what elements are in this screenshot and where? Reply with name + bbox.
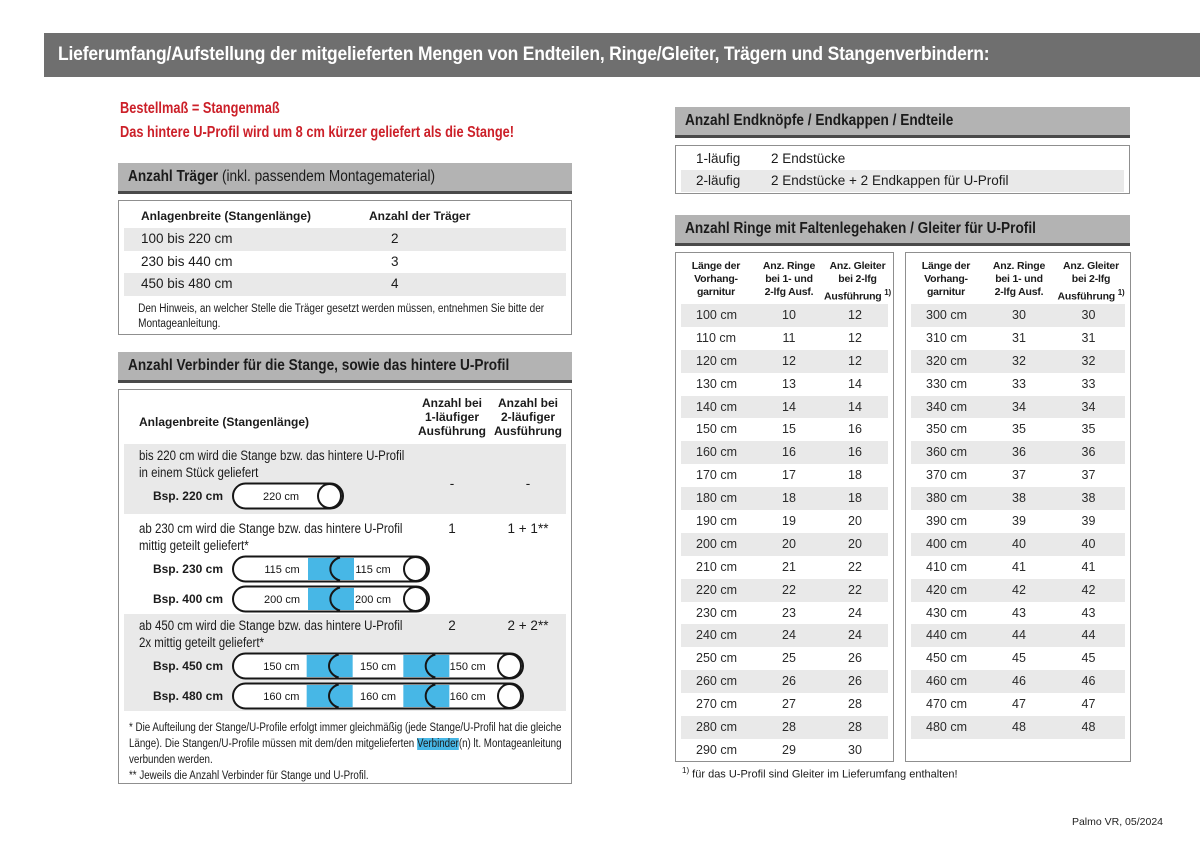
cell: 18 [848,468,862,483]
cell: 210 cm [696,559,737,574]
table-row [124,273,566,296]
section-header-endteile [675,107,1130,138]
ringe-table-body [906,304,1130,739]
cell: 310 cm [926,330,967,345]
count-2laufig: 2 + 2** [507,618,549,633]
cell: 31 [1081,330,1096,345]
table-row [911,510,1125,533]
rod-example-label: Bsp. 480 cm [152,689,223,703]
cell: 290 cm [696,742,737,757]
cell: 39 [1081,514,1096,529]
cell: 470 cm [926,697,967,712]
cell: 12 [782,353,796,368]
table-row [911,693,1125,716]
traeger-table [118,200,572,335]
rod-diagram [231,681,525,711]
ringe-table-body [676,304,893,762]
table-row [911,418,1125,441]
cell: 480 cm [926,720,967,735]
segment-length-label: 200 cm [354,594,392,606]
column-header: Anlagenbreite (Stangenlänge) [139,415,310,429]
table-row [681,148,1124,170]
page-title: Lieferumfang/Aufstellung der mitgelieferten Mengen von Endteilen, Ringe/Gleiter, Trägern und Stangenverbindern: [58,44,990,65]
cell: 380 cm [926,491,967,506]
cell: 37 [1012,468,1026,483]
cell: 24 [848,605,862,620]
cell: 300 cm [926,308,967,322]
column-header: Anz. Ringe bei 1- und 2-lfg Ausf. [762,260,816,298]
table-row [681,693,888,716]
cell: 170 cm [696,468,737,483]
cell: 2 Endstücke + 2 Endkappen für U-Profil [771,173,1009,188]
cell: 26 [848,651,862,666]
segment-length-label: 115 cm [264,564,300,576]
rod-diagram [231,651,525,681]
table-row [124,228,566,251]
cell: 390 cm [926,514,967,529]
cell: 43 [1012,605,1026,620]
table-row [681,647,888,670]
cell: 280 cm [696,720,737,735]
segment-length-label: 150 cm [359,661,397,673]
segment-length-label: 160 cm [359,691,397,703]
cell: 34 [1012,399,1026,414]
traeger-note: Den Hinweis, an welcher Stelle die Träger gesetzt werden müssen, entnehmen Sie bitte der Montageanleitung. [138,302,545,330]
table-row [681,556,888,579]
table-row [681,304,888,327]
column-header: Anzahl bei 2-läufiger Ausführung [494,396,562,438]
cell: 42 [1012,582,1026,597]
cell: 270 cm [696,697,737,712]
section-title: Anzahl Endknöpfe / Endkappen / Endteile [685,112,954,129]
cell: 38 [1012,491,1026,506]
cell: 26 [848,674,862,689]
cell: 13 [782,376,796,391]
table-row [911,327,1125,350]
cell: 2 Endstücke [771,151,846,166]
table-row [681,624,888,647]
table-row [681,373,888,396]
table-row [911,464,1125,487]
ringe-table-header [906,253,1130,304]
section-subtitle: (inkl. passendem Montagematerial) [218,168,436,185]
cell: 24 [848,628,862,643]
ringe-table-left [675,252,894,762]
verbinder-row [124,444,566,514]
table-row [911,579,1125,602]
cell: 320 cm [926,353,967,368]
cell: 40 [1081,536,1096,551]
cell: 360 cm [926,445,967,460]
cell: 32 [1081,353,1096,368]
segment-length-label: 115 cm [355,564,391,576]
table-row [124,251,566,274]
cell: 38 [1081,491,1096,506]
gleiter-footnote: $^{1)}$ für das U-Profil sind Gleiter im Lieferumfang enthalten! [682,766,958,781]
rod-diagram [231,481,345,511]
cell: 37 [1081,468,1096,483]
rod-example [124,554,566,584]
traeger-table-body [119,228,571,296]
cell: 30 [848,742,862,757]
cell: 47 [1012,697,1026,712]
column-header: Anzahl bei 1-läufiger Ausführung [418,396,486,438]
table-row [911,533,1125,556]
cell: 10 [782,308,796,322]
cell: 43 [1081,605,1096,620]
cell: 36 [1081,445,1096,460]
cell: 110 cm [696,330,737,345]
cell: 2-läufig [696,173,741,188]
section-header-ringe [675,215,1130,246]
cell: 230 bis 440 cm [141,253,233,269]
traeger-table-header [119,201,571,228]
cell: 150 cm [696,422,737,437]
column-header: Anlagenbreite (Stangenlänge) [141,209,312,223]
section-header-verbinder [118,352,572,383]
cell: 12 [848,330,862,345]
cell: 14 [848,399,862,414]
table-row [911,602,1125,625]
cell: 47 [1081,697,1096,712]
table-row [911,441,1125,464]
cell: 28 [782,720,796,735]
notice-line: Bestellmaß = Stangenmaß [120,100,280,117]
table-row [911,716,1125,739]
cell: 39 [1012,514,1026,529]
cell: 20 [782,536,796,551]
count-2laufig: - [525,476,531,491]
table-row [681,464,888,487]
rod-example [124,481,566,511]
cell: 44 [1081,628,1096,643]
cell: 14 [848,376,862,391]
cell: 420 cm [926,582,967,597]
cell: 18 [848,491,862,506]
count-1laufig: - [449,476,455,491]
rod-diagram [231,584,431,614]
row-description: bis 220 cm wird die Stange bzw. das hintere U-Profil in einem Stück geliefert [139,448,405,480]
cell: 40 [1012,536,1026,551]
cell: 42 [1081,582,1096,597]
rod-examples [124,554,566,614]
cell: 450 cm [926,651,967,666]
cell: 41 [1012,559,1026,574]
table-row [681,510,888,533]
cell: 410 cm [926,559,967,574]
table-row [911,373,1125,396]
rod-diagram [231,554,431,584]
cell: 460 cm [926,674,967,689]
table-row [681,579,888,602]
document-footer: Palmo VR, 05/2024 [1071,816,1163,828]
cell: 160 cm [696,445,737,460]
cell: 180 cm [696,491,737,506]
cell: 44 [1012,628,1026,643]
cell: 370 cm [926,468,967,483]
cell: 24 [782,628,796,643]
rod-example [124,584,566,614]
column-header: Anz. Gleiter bei 2-lfg Ausführung $^{1)}$ [824,260,891,303]
cell: 100 bis 220 cm [141,231,233,246]
cell: 260 cm [696,674,737,689]
ringe-table-header [676,253,893,304]
table-row [911,624,1125,647]
cell: 22 [848,582,862,597]
cell: 32 [1012,353,1026,368]
segment-length-label: 160 cm [449,691,486,703]
cell: 16 [848,422,862,437]
cell: 16 [848,445,862,460]
table-row [911,304,1125,327]
cell: 3 [391,253,399,269]
cell: 20 [848,514,862,529]
cell: 19 [782,514,796,529]
rod-example-label: Bsp. 220 cm [152,489,223,503]
cell: 230 cm [696,605,737,620]
cell: 140 cm [696,399,737,414]
row-description: ab 230 cm wird die Stange bzw. das hintere U-Profil mittig geteilt geliefert* [139,521,403,553]
cell: 15 [782,422,796,437]
cell: 14 [782,399,796,414]
verbinder-highlight: Verbinder [416,738,459,750]
rod-example-label: Bsp. 230 cm [152,562,223,576]
cell: 200 cm [696,536,737,551]
rod-example-label: Bsp. 450 cm [152,659,223,673]
cell: 12 [848,353,862,368]
table-row [681,327,888,350]
page-title-bar [44,33,1200,77]
notice-line: Das hintere U-Profil wird um 8 cm kürzer geliefert als die Stange! [120,124,515,141]
table-row [681,670,888,693]
table-row [681,739,888,762]
cell: 17 [782,468,796,483]
verbinder-footnotes [129,720,567,784]
cell: 30 [1012,308,1026,322]
table-row [681,441,888,464]
segment-length-label: 160 cm [263,691,300,703]
cell: 120 cm [696,353,737,368]
cell: 2 [391,231,399,246]
table-row [911,487,1125,510]
cell: 240 cm [696,628,737,643]
cell: 35 [1012,422,1026,437]
cell: 22 [782,582,796,597]
cell: 30 [1081,308,1096,322]
section-header-traeger [118,163,572,194]
cell: 46 [1012,674,1026,689]
cell: 33 [1012,376,1026,391]
row-description: ab 450 cm wird die Stange bzw. das hintere U-Profil 2x mittig geteilt geliefert* [139,618,403,650]
count-2laufig: 1 + 1** [507,521,549,536]
cell: 18 [782,491,796,506]
count-1laufig: 2 [448,618,456,633]
cell: 450 bis 480 cm [141,276,233,291]
cell: 20 [848,536,862,551]
cell: 1-läufig [696,151,741,166]
table-row [681,487,888,510]
cell: 400 cm [926,536,967,551]
count-1laufig: 1 [448,521,456,536]
segment-length-label: 220 cm [262,491,300,503]
section-title: Anzahl Träger [128,168,219,185]
endteile-table [675,145,1130,194]
section-title: Anzahl Verbinder für die Stange, sowie das hintere U-Profil [128,357,510,374]
table-row [681,418,888,441]
cell: 250 cm [696,651,737,666]
table-row [681,396,888,419]
column-header: Anz. Ringe bei 1- und 2-lfg Ausf. [992,260,1046,298]
cell: 16 [782,445,796,460]
cell: 34 [1081,399,1096,414]
column-header: Länge der Vorhang- garnitur [921,260,971,298]
verbinder-row [124,614,566,711]
cell: 190 cm [696,514,737,529]
cell: 48 [1081,720,1096,735]
cell: 28 [848,697,862,712]
cell: 31 [1012,330,1026,345]
cell: 33 [1081,376,1096,391]
cell: 28 [848,720,862,735]
cell: 23 [782,605,796,620]
rod-example [124,651,566,681]
rod-example-label: Bsp. 400 cm [152,592,223,606]
cell: 11 [782,330,796,345]
table-row [681,602,888,625]
cell: 45 [1081,651,1096,666]
column-header: Anzahl der Träger [369,209,471,223]
cell: 27 [782,697,796,712]
section-title: Anzahl Ringe mit Faltenlegehaken / Gleiter für U-Profil [685,220,1036,237]
cell: 48 [1012,720,1026,735]
cell: 330 cm [926,376,967,391]
verbinder-row [124,517,566,613]
cell: 46 [1081,674,1096,689]
segment-length-label: 150 cm [449,661,486,673]
cell: 130 cm [696,376,737,391]
cell: 4 [391,276,399,291]
cell: 340 cm [926,399,967,414]
table-row [681,350,888,373]
cell: 22 [848,559,862,574]
cell: 26 [782,674,796,689]
verbinder-table [118,389,572,784]
cell: 25 [782,651,796,666]
table-row [681,170,1124,192]
cell: 100 cm [696,308,737,322]
table-row [911,556,1125,579]
cell: 21 [782,559,796,574]
table-row [681,533,888,556]
footnote: ** Jeweils die Anzahl Verbinder für Stange und U-Profil. [129,770,369,782]
table-row [681,716,888,739]
table-row [911,647,1125,670]
endteile-table-body [676,148,1129,192]
rod-examples [124,651,566,711]
column-header: Länge der Vorhang- garnitur [691,260,741,298]
cell: 41 [1081,559,1096,574]
cell: 440 cm [926,628,967,643]
table-row [911,350,1125,373]
rod-examples [124,481,566,511]
cell: 35 [1081,422,1096,437]
cell: 220 cm [696,582,737,597]
footnote: * Die Aufteilung der Stange/U-Profile erfolgt immer gleichmäßig (jede Stange/U-Profil hat die gleiche Länge). Die Stangen/U-Profile müssen mit dem/den mitgelieferten Verbinder(n) lt. Montageanleitung verbunden werden. [129,722,562,766]
cell: 45 [1012,651,1026,666]
cell: 350 cm [926,422,967,437]
segment-length-label: 200 cm [263,594,301,606]
ringe-table-right [905,252,1131,762]
cell: 430 cm [926,605,967,620]
cell: 29 [782,742,796,757]
table-row [911,670,1125,693]
column-header: Anz. Gleiter bei 2-lfg Ausführung $^{1)}$ [1057,260,1125,303]
rod-example [124,681,566,711]
cell: 12 [848,308,862,322]
segment-length-label: 150 cm [263,661,300,673]
table-row [911,396,1125,419]
order-size-notice [120,97,613,145]
cell: 36 [1012,445,1026,460]
